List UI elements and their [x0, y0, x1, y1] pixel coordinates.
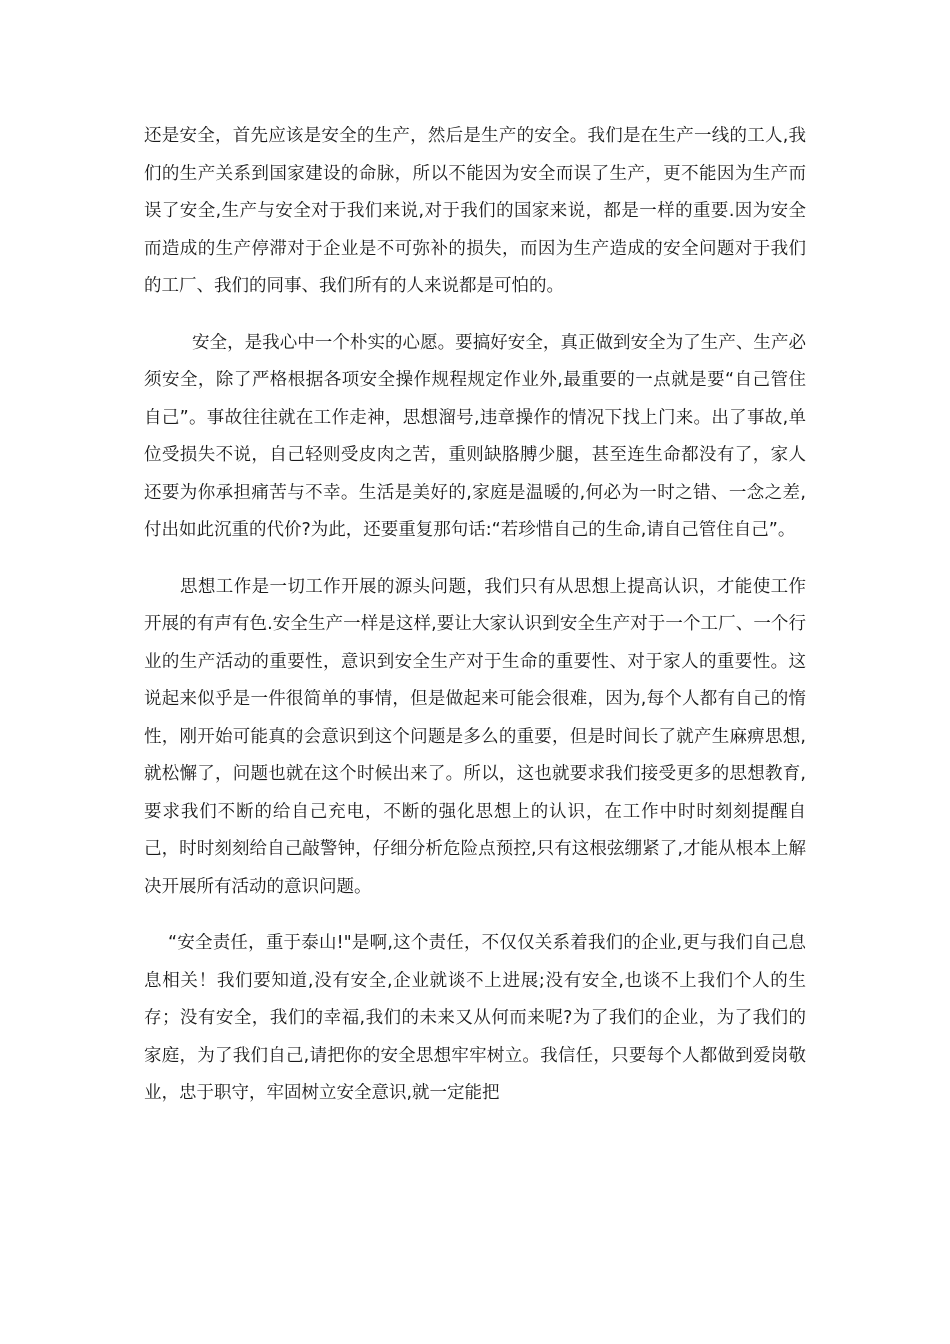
paragraph-2: 安全，是我心中一个朴实的心愿。要搞好安全，真正做到安全为了生产、生产必须安全，除了严格根据各项安全操作规程规定作业外,最重要的一点就是要“自己管住自己”。事故往往就在工作走神，思想溜号,违章操作的情况下找上门来。出了事故,单位受损失不说，自己轻则受皮肉之苦，重则缺胳膊少腿，甚至连生命都没有了，家人还要为你承担痛苦与不幸。生活是美好的,家庭是温暖的,何必为一时之错、一念之差,付出如此沉重的代价?为此，还要重复那句话:“若珍惜自己的生命,请自己管住自己”。: [144, 332, 806, 540]
paragraph-1: 还是安全，首先应该是安全的生产，然后是生产的安全。我们是在生产一线的工人,我们的生产关系到国家建设的命脉，所以不能因为安全而误了生产，更不能因为生产而误了安全,生产与安全对于我们来说,对于我们的国家来说，都是一样的重要.因为安全而造成的生产停滞对于企业是不可弥补的损失，而因为生产造成的安全问题对于我们的工厂、我们的同事、我们所有的人来说都是可怕的。: [144, 126, 806, 296]
paragraph-3: 思想工作是一切工作开展的源头问题，我们只有从思想上提高认识，才能使工作开展的有声有色.安全生产一样是这样,要让大家认识到安全生产对于一个工厂、一个行业的生产活动的重要性，意识到安全生产对于生命的重要性、对于家人的重要性。这说起来似乎是一件很简单的事情，但是做起来可能会很难，因为,每个人都有自己的惰性，刚开始可能真的会意识到这个问题是多么的重要，但是时间长了就产生麻痹思想,就松懈了，问题也就在这个时候出来了。所以，这也就要求我们接受更多的思想教育,要求我们不断的给自己充电，不断的强化思想上的认识，在工作中时时刻刻提醒自己，时时刻刻给自己敲警钟，仔细分析危险点预控,只有这根弦绷紧了,才能从根本上解决开展所有活动的意识问题。: [144, 576, 806, 897]
paragraph-4: “安全责任，重于泰山!"是啊,这个责任，不仅仅关系着我们的企业,更与我们自己息息相关！我们要知道,没有安全,企业就谈不上进展;没有安全,也谈不上我们个人的生存；没有安全，我们的幸福,我们的未来又从何而来呢?为了我们的企业，为了我们的家庭，为了我们自己,请把你的安全思想牢牢树立。我信任，只要每个人都做到爱岗敬业，忠于职守，牢固树立安全意识,就一定能把: [144, 933, 806, 1103]
document-body: [144, 118, 806, 1132]
